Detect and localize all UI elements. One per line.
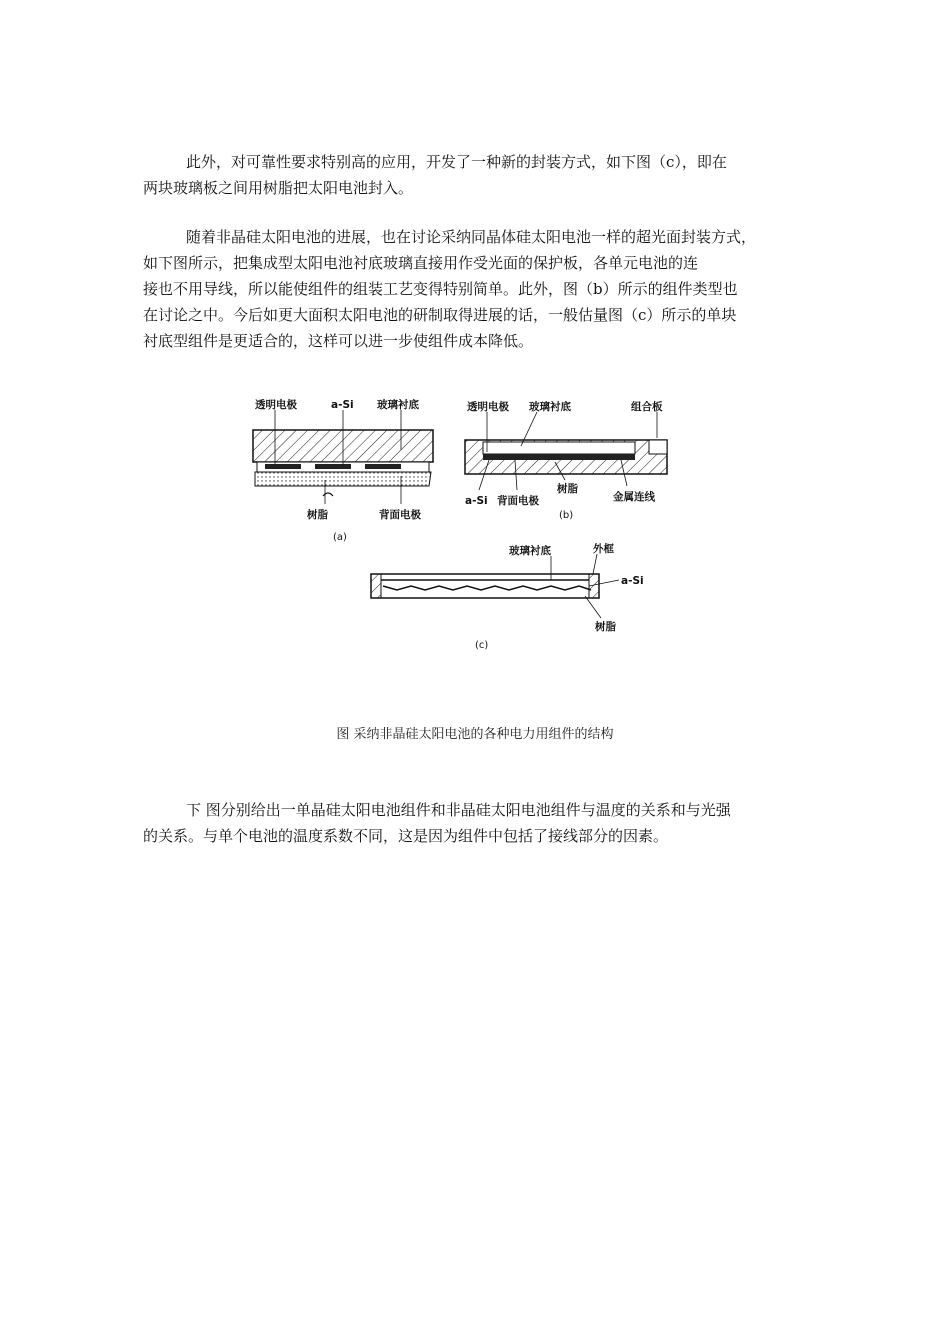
label-transparent-electrode-a: 透明电极 [255, 399, 297, 411]
paragraph-1 [143, 149, 811, 201]
text-line: 随着非晶硅太阳电池的进展，也在讨论采纳同晶体硅太阳电池一样的超光面封装方式， [186, 228, 757, 246]
text-line: 衬底型组件是更适合的，这样可以进一步使组件成本降低。 [143, 332, 534, 350]
resin-bubble [323, 493, 333, 496]
leader [593, 554, 597, 574]
module-structure-figure [225, 388, 695, 658]
cell-segment [265, 464, 301, 469]
paragraph-2 [143, 224, 811, 354]
outer-frame-c [371, 574, 599, 598]
label-back-electrode-a: 背面电极 [379, 509, 421, 521]
cell-segment [365, 464, 401, 469]
label-resin-c: 树脂 [595, 621, 616, 633]
frame-left-c [371, 574, 381, 598]
tag-a: (a) [333, 532, 347, 543]
label-resin-b: 树脂 [557, 483, 578, 495]
text-line: 如下图所示，把集成型太阳电池衬底玻璃直接用作受光面的保护板，各单元电池的连 [143, 254, 699, 272]
paragraph-3 [143, 797, 811, 849]
diagram-b [465, 400, 667, 521]
label-metal-wire-b: 金属连线 [613, 491, 655, 503]
label-back-electrode-b: 背面电极 [497, 495, 539, 507]
text-line: 在讨论之中。今后如更大面积太阳电池的研制取得进展的话，一般估量图（c）所示的单块 [143, 306, 737, 324]
glass-substrate-b [483, 442, 635, 454]
label-frame-board-b: 组合板 [631, 401, 663, 413]
cell-layer-b [483, 454, 635, 460]
resin-layer-a [255, 472, 431, 486]
frame-edge-b [649, 440, 667, 454]
label-glass-b: 玻璃衬底 [529, 401, 571, 413]
text-line: 两块玻璃板之间用树脂把太阳电池封入。 [143, 179, 414, 197]
leader [585, 596, 601, 618]
text-line: 的关系。与单个电池的温度系数不同，这是因为组件中包括了接线部分的因素。 [143, 827, 669, 845]
label-transparent-electrode-b: 透明电极 [467, 401, 509, 413]
figure-caption: 图 采纳非晶硅太阳电池的各种电力用组件的结构 [336, 727, 614, 742]
tag-c: (c) [475, 640, 489, 651]
diagram-a [253, 398, 433, 543]
text-line: 接也不用导线，所以能使组件的组装工艺变得特别简单。此外，图（b）所示的组件类型也 [143, 280, 738, 298]
label-resin-a: 树脂 [307, 509, 328, 521]
text-line: 下 图分别给出一单晶硅太阳电池组件和非晶硅太阳电池组件与温度的关系和与光强 [186, 801, 731, 819]
label-glass-a: 玻璃衬底 [377, 399, 419, 411]
label-asi-c: a-Si [621, 575, 644, 587]
label-glass-c: 玻璃衬底 [509, 545, 551, 557]
label-asi-a: a-Si [331, 399, 354, 411]
diagram-c [371, 542, 644, 651]
text-line: 此外，对可靠性要求特别高的应用，开发了一种新的封装方式，如下图（c），即在 [186, 153, 727, 171]
tag-b: (b) [559, 510, 574, 521]
label-asi-b: a-Si [465, 495, 488, 507]
label-outer-frame-c: 外框 [593, 543, 614, 555]
cell-segment [315, 464, 351, 469]
